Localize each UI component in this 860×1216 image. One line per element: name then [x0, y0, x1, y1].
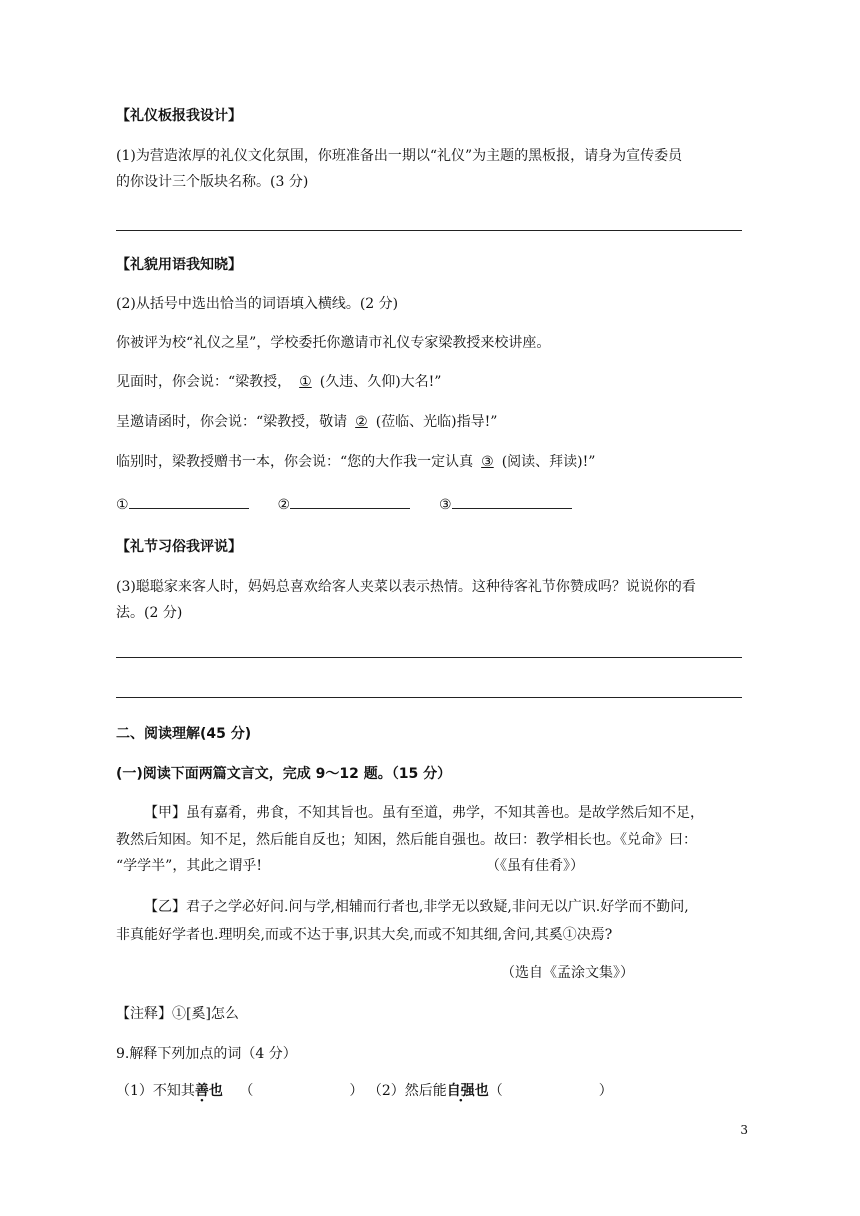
passage-jia-line-1: 【甲】虽有嘉肴，弗食，不知其旨也。虽有至道，弗学，不知其善也。是故学然后知不足，	[144, 805, 704, 821]
answer-line[interactable]	[116, 697, 742, 698]
part-2-title: 二、阅读理解(45 分)	[116, 726, 252, 742]
question-2-intro: 你被评为校“礼仪之星”，学校委托你邀请市礼仪专家梁教授来校讲座。	[116, 335, 551, 351]
blank-1: ①	[299, 374, 312, 390]
question-9: 9.解释下列加点的词（4 分）	[116, 1046, 297, 1062]
answer-field-3[interactable]	[452, 494, 572, 509]
sentence-3-options: (阅读、拜读)!”	[501, 454, 596, 470]
page-number: 3	[740, 1123, 748, 1137]
part-2-subtitle: (一)阅读下面两篇文言文，完成 9～12 题。（15 分）	[116, 766, 452, 782]
passage-yi-line-1: 【乙】君子之学必好问.问与学,相辅而行者也,非学无以致疑,非问无以广识.好学而不勤问,	[144, 899, 689, 915]
question-1-line-2: 的你设计三个版块名称。(3 分)	[116, 174, 309, 190]
section-heading-customs: 【礼节习俗我评说】	[116, 539, 242, 555]
question-3-line-1: (3)聪聪家来客人时，妈妈总喜欢给客人夹菜以表示热情。这种待客礼节你赞成吗？说说你的看	[116, 579, 696, 595]
question-9-items	[116, 1081, 756, 1101]
answer-line[interactable]	[116, 657, 742, 658]
section-heading-polite-words: 【礼貌用语我知晓】	[116, 257, 242, 273]
question-2: (2)从括号中选出恰当的词语填入横线。(2 分)	[116, 296, 399, 312]
q9-item-1-text: （1）不知其	[116, 1083, 195, 1099]
answer-label-3: ③	[438, 497, 452, 513]
sentence-3-text: 临别时，梁教授赠书一本，你会说：“您的大作我一定认真	[116, 454, 474, 470]
q9-item-2-text-end: 也	[474, 1083, 489, 1099]
q9-item-2-paren-open: （	[488, 1083, 503, 1099]
answer-label-1: ①	[116, 497, 129, 513]
answer-label-2: ②	[277, 497, 291, 513]
q9-item-2-dotted-word: 自强	[446, 1083, 475, 1099]
answer-field-1[interactable]	[129, 494, 249, 509]
section-heading-blackboard: 【礼仪板报我设计】	[116, 108, 242, 124]
q9-item-1-paren-close: ）	[349, 1083, 364, 1099]
passage-jia-line-2: 教然后知困。知不足，然后能自反也；知困，然后能自强也。故曰：教学相长也。《兑命》曰：	[116, 832, 697, 848]
question-3-line-2: 法。(2 分)	[116, 605, 183, 621]
sentence-2	[116, 412, 756, 432]
question-1-line-1: (1)为营造浓厚的礼仪文化氛围，你班准备出一期以“礼仪”为主题的黑板报，请身为宣传委员	[116, 148, 683, 164]
q9-item-2-text: （2）然后能	[367, 1083, 447, 1099]
sentence-1	[116, 372, 756, 392]
passage-jia-line-3	[116, 856, 756, 876]
answer-blanks-row	[116, 494, 756, 515]
sentence-1-text: 见面时，你会说：“梁教授，	[116, 374, 292, 390]
blank-3: ③	[481, 454, 494, 470]
passage-jia-text: “学学半”，其此之谓乎!	[116, 858, 262, 874]
sentence-3	[116, 452, 756, 472]
sentence-1-options: (久违、久仰)大名!”	[319, 374, 442, 390]
sentence-2-text: 呈邀请函时，你会说：“梁教授，敬请	[116, 414, 348, 430]
q9-item-2-paren-close: ）	[598, 1083, 613, 1099]
sentence-2-options: (莅临、光临)指导!”	[375, 414, 498, 430]
annotation: 【注释】①[奚]怎么	[116, 1006, 239, 1022]
q9-item-1-paren-open: （	[239, 1083, 254, 1099]
answer-field-2[interactable]	[290, 494, 410, 509]
blank-2: ②	[355, 414, 368, 430]
q9-item-1-text-end: 也	[208, 1083, 223, 1099]
passage-yi-line-2: 非真能好学者也.理明矣,而或不达于事,识其大矣,而或不知其细,舍问,其奚①决焉?	[116, 927, 613, 943]
passage-jia-source: （《虽有佳肴》）	[486, 858, 584, 874]
passage-yi-source-text: （选自《孟涂文集》）	[501, 965, 634, 981]
answer-line[interactable]	[116, 230, 742, 231]
q9-item-1-dotted-word: 善	[194, 1083, 209, 1099]
